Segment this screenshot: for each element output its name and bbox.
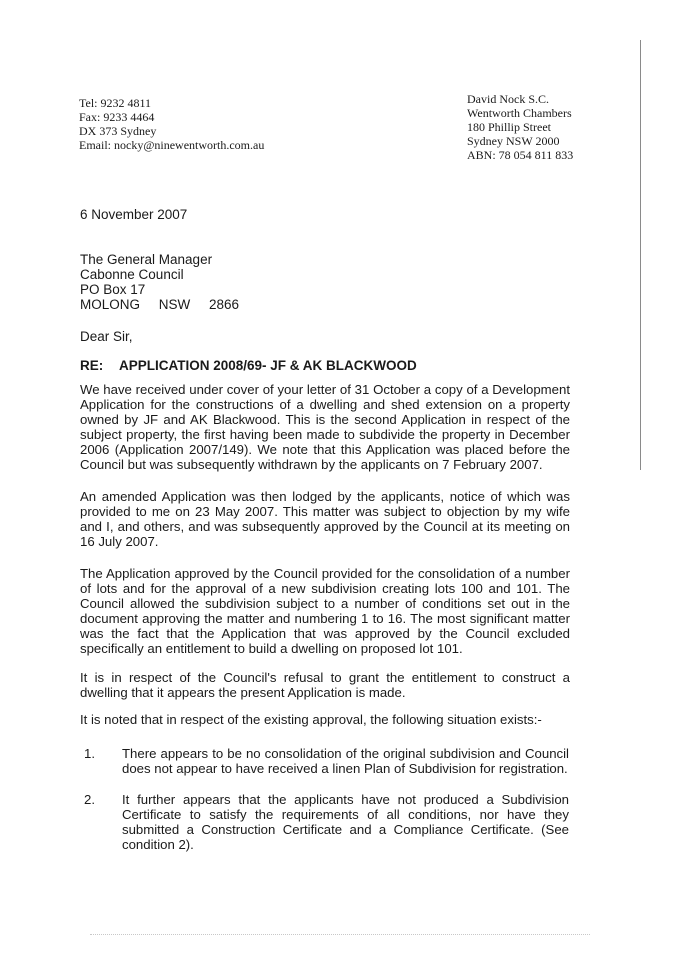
sender-tel: Tel: 9232 4811 (79, 96, 152, 110)
sender-email: Email: nocky@ninewentworth.com.au (79, 138, 265, 152)
salutation: Dear Sir, (80, 329, 133, 344)
subject-text: APPLICATION 2008/69- JF & AK BLACKWOOD (119, 358, 417, 373)
sender-address-block (467, 92, 573, 162)
letter-date: 6 November 2007 (80, 207, 188, 222)
sender-city: Sydney NSW 2000 (467, 134, 560, 148)
body-paragraph: It is in respect of the Council's refusal to grant the entitlement to construct a dwelling that it appears the present Application is made. (80, 670, 570, 700)
sender-name: David Nock S.C. (467, 92, 549, 106)
scan-bottom-artifact (90, 934, 590, 936)
sender-fax: Fax: 9233 4464 (79, 110, 155, 124)
scan-margin-line (640, 40, 641, 470)
recipient-town: MOLONG NSW 2866 (80, 297, 240, 312)
body-paragraph: The Application approved by the Council provided for the consolidation of a number of lots and for the approval of a new subdivision creating lots 100 and 101. The Council allowed the subdivision subject to a number of conditions set out in the document approving the matter and numbering 1 to 16. The most significant matter was the fact that the Application that was approved by the Council excluded specifically an entitlement to build a dwelling on proposed lot 101. (80, 566, 570, 656)
sender-street: 180 Phillip Street (467, 120, 551, 134)
body-paragraph: We have received under cover of your letter of 31 October a copy of a Development Application for the constructions of a dwelling and shed extension on a property owned by JF and AK Blackwood. This is the second Application in respect of the subject property, the first having been made to subdivide the property in December 2006 (Application 2007/149). We note that this Application was placed before the Council but was subsequently withdrawn by the applicants on 7 February 2007. (80, 382, 570, 472)
subject-label: RE: (80, 358, 104, 373)
recipient-organisation: Cabonne Council (80, 267, 184, 282)
recipient-title: The General Manager (80, 252, 213, 267)
body-paragraph: An amended Application was then lodged by the applicants, notice of which was provided to me on 23 May 2007. This matter was subject to objection by my wife and I, and others, and was subsequently approved by the Council at its meeting on 16 July 2007. (80, 489, 570, 549)
sender-dx: DX 373 Sydney (79, 124, 157, 138)
recipient-address-block (80, 252, 239, 312)
sender-chambers: Wentworth Chambers (467, 106, 572, 120)
list-item-text: It further appears that the applicants have not produced a Subdivision Certificate to satisfy the requirements of all conditions, nor have they submitted a Construction Certificate and a Compliance Certificate. (See condition 2). (122, 792, 569, 852)
sender-abn: ABN: 78 054 811 833 (467, 148, 574, 162)
recipient-po-box: PO Box 17 (80, 282, 146, 297)
body-paragraph: It is noted that in respect of the existing approval, the following situation exists:- (80, 712, 542, 727)
sender-contact-block (79, 96, 264, 152)
list-item-text: There appears to be no consolidation of the original subdivision and Council does not appear to have received a linen Plan of Subdivision for registration. (122, 746, 569, 776)
list-item-number: 2. (84, 792, 95, 807)
subject-line (80, 358, 417, 373)
list-item-number: 1. (84, 746, 95, 761)
